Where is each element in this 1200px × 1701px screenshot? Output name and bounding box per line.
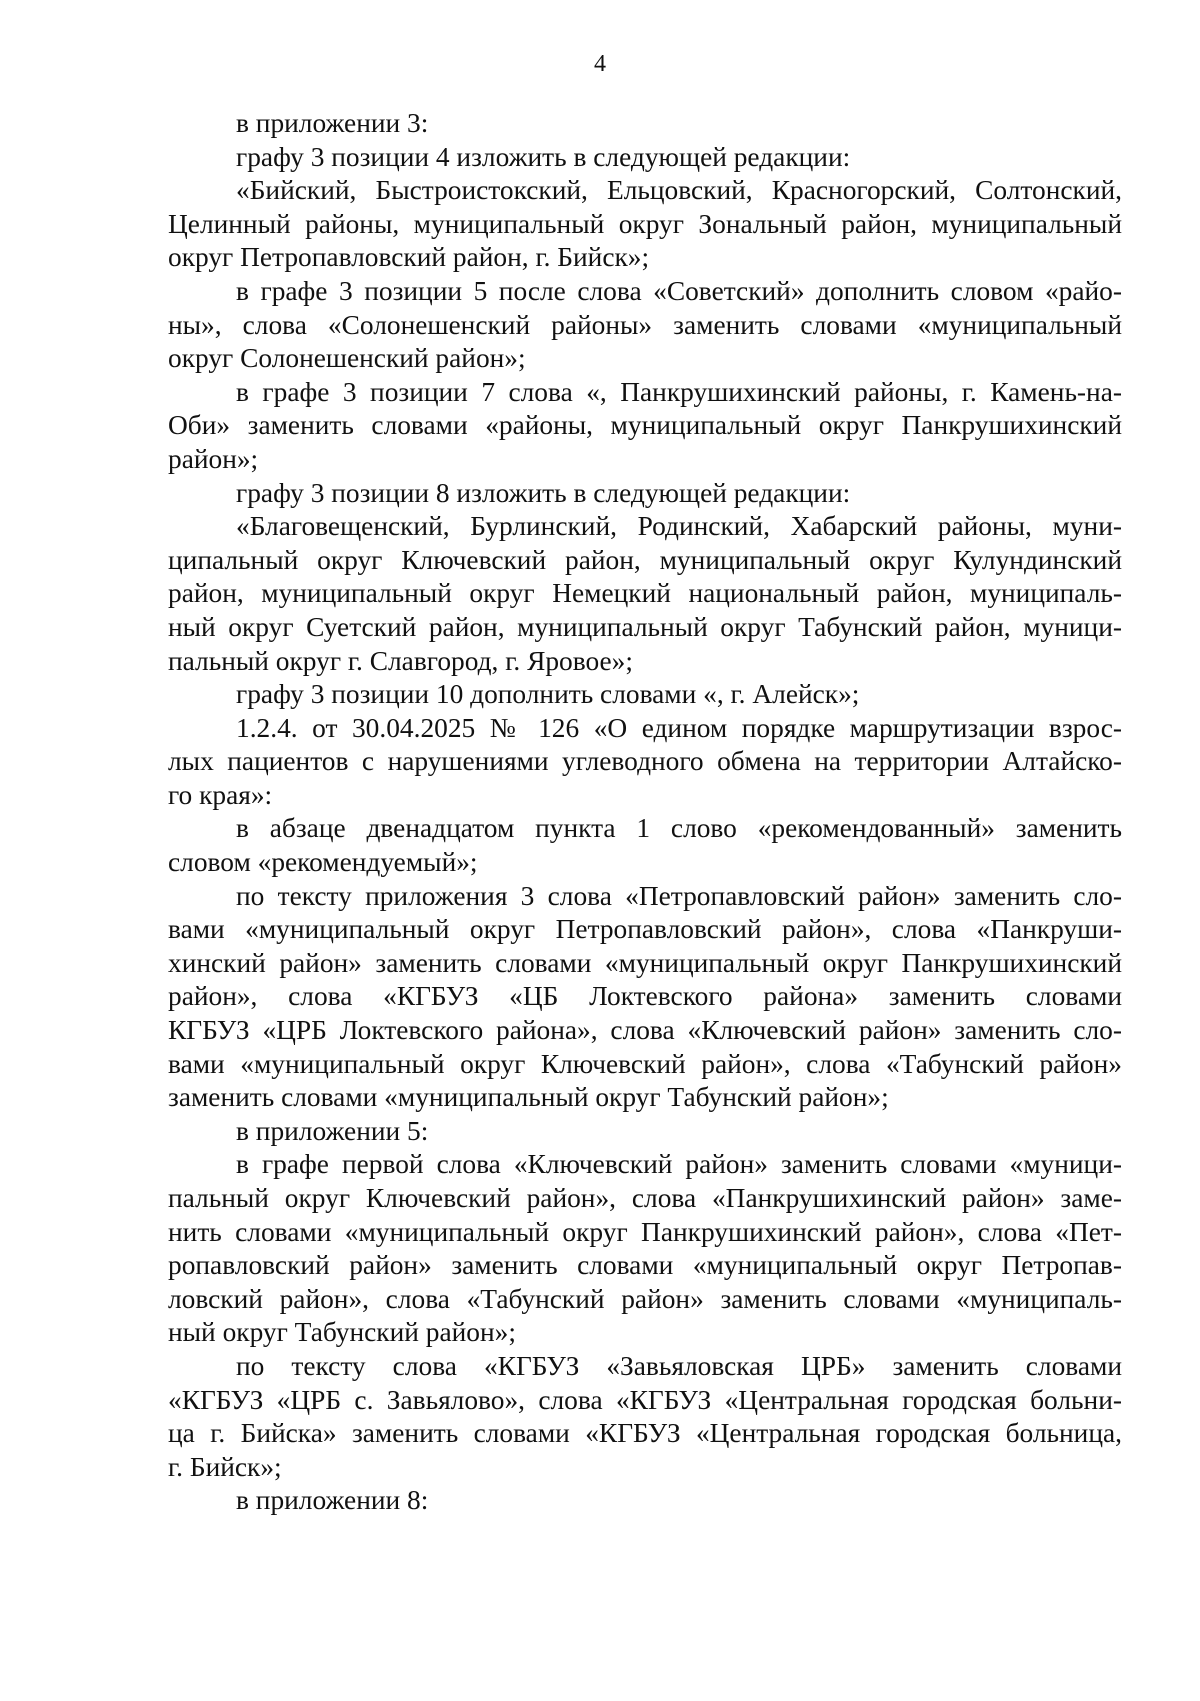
- text-line: в приложении 5:: [236, 1115, 429, 1146]
- text-line: в графе 3 позиции 7 слова «, Панкрушихинский районы, г. Камень-на-: [236, 376, 1122, 407]
- text-line: лых пациентов с нарушениями углеводного обмена на территории Алтайско-: [168, 746, 1122, 777]
- text-line: графу 3 позиции 8 изложить в следующей редакции:: [236, 477, 851, 508]
- text-line: в приложении 8:: [236, 1485, 429, 1516]
- text-line: район», слова «КГБУЗ «ЦБ Локтевского района» заменить словами: [168, 981, 1122, 1012]
- text-line: в графе 3 позиции 5 после слова «Советский» дополнить словом «райо-: [236, 275, 1122, 306]
- text-line: округ Петропавловский район, г. Бийск»;: [168, 242, 650, 273]
- document-body: [168, 107, 1122, 1518]
- text-line: район»;: [168, 443, 259, 474]
- paragraph: [168, 107, 1122, 141]
- paragraph: [168, 1148, 1122, 1350]
- text-line: вами «муниципальный округ Ключевский район», слова «Табунский район»: [168, 1048, 1122, 1079]
- paragraph: [168, 174, 1122, 275]
- text-line: в абзаце двенадцатом пункта 1 слово «рекомендованный» заменить: [236, 813, 1122, 844]
- paragraph: [168, 1115, 1122, 1149]
- paragraph: [168, 812, 1122, 879]
- text-line: пальный округ г. Славгород, г. Яровое»;: [168, 645, 633, 676]
- text-line: округ Солонешенский район»;: [168, 343, 526, 374]
- text-line: ный округ Табунский район»;: [168, 1317, 516, 1348]
- paragraph: [168, 678, 1122, 712]
- text-line: ца г. Бийска» заменить словами «КГБУЗ «Центральная городская больница,: [168, 1418, 1122, 1449]
- text-line: Оби» заменить словами «районы, муниципальный округ Панкрушихинский: [168, 410, 1122, 441]
- text-line: 1.2.4. от 30.04.2025 № 126 «О едином порядке маршрутизации взрос-: [236, 712, 1122, 743]
- text-line: ловский район», слова «Табунский район» заменить словами «муниципаль-: [168, 1283, 1122, 1314]
- text-line: ропавловский район» заменить словами «муниципальный округ Петропав-: [168, 1250, 1122, 1281]
- paragraph: [168, 880, 1122, 1115]
- paragraph: [168, 712, 1122, 813]
- paragraph: [168, 1484, 1122, 1518]
- text-line: ципальный округ Ключевский район, муниципальный округ Кулундинский: [168, 544, 1122, 575]
- paragraph: [168, 275, 1122, 376]
- text-line: по тексту слова «КГБУЗ «Завьяловская ЦРБ» заменить словами: [236, 1350, 1122, 1381]
- paragraph: [168, 477, 1122, 511]
- text-line: хинский район» заменить словами «муниципальный округ Панкрушихинский: [168, 947, 1122, 978]
- text-line: «Благовещенский, Бурлинский, Родинский, Хабарский районы, муни-: [236, 511, 1122, 542]
- text-line: в графе первой слова «Ключевский район» заменить словами «муници-: [236, 1149, 1122, 1180]
- text-line: КГБУЗ «ЦРБ Локтевского района», слова «Ключевский район» заменить сло-: [168, 1015, 1122, 1046]
- text-line: графу 3 позиции 10 дополнить словами «, г. Алейск»;: [236, 679, 860, 710]
- paragraph: [168, 510, 1122, 678]
- text-line: вами «муниципальный округ Петропавловский район», слова «Панкруши-: [168, 914, 1122, 945]
- text-line: ный округ Суетский район, муниципальный округ Табунский район, муници-: [168, 611, 1122, 642]
- paragraph: [168, 141, 1122, 175]
- text-line: графу 3 позиции 4 изложить в следующей редакции:: [236, 141, 851, 172]
- text-line: по тексту приложения 3 слова «Петропавловский район» заменить сло-: [236, 880, 1122, 911]
- text-line: пальный округ Ключевский район», слова «Панкрушихинский район» заме-: [168, 1183, 1122, 1213]
- text-line: Целинный районы, муниципальный округ Зональный район, муниципальный: [168, 208, 1122, 239]
- text-line: «КГБУЗ «ЦРБ с. Завьялово», слова «КГБУЗ «Центральная городская больни-: [168, 1384, 1122, 1415]
- text-line: нить словами «муниципальный округ Панкрушихинский район», слова «Пет-: [168, 1216, 1122, 1247]
- text-line: заменить словами «муниципальный округ Табунский район»;: [168, 1082, 889, 1113]
- text-line: район, муниципальный округ Немецкий национальный район, муниципаль-: [168, 578, 1122, 609]
- text-line: го края»:: [168, 779, 273, 810]
- text-line: ны», слова «Солонешенский районы» заменить словами «муниципальный: [168, 309, 1122, 340]
- text-line: в приложении 3:: [236, 108, 429, 138]
- text-line: г. Бийск»;: [168, 1451, 282, 1482]
- paragraph: [168, 1350, 1122, 1484]
- paragraph: [168, 376, 1122, 477]
- text-line: словом «рекомендуемый»;: [168, 847, 478, 878]
- page-number: 4: [594, 51, 606, 77]
- text-line: «Бийский, Быстроистокский, Ельцовский, Красногорский, Солтонский,: [236, 175, 1122, 206]
